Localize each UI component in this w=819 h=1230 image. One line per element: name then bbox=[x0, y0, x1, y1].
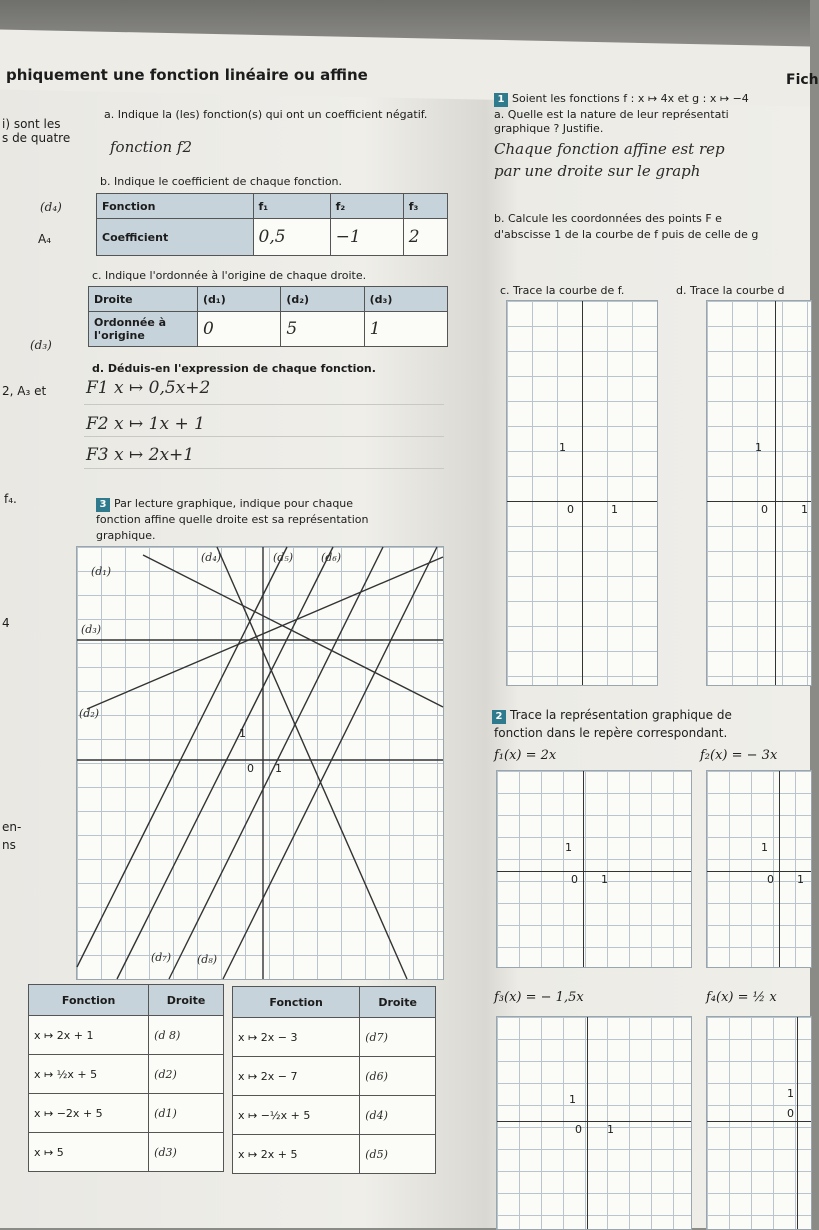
margin-text-4: f₄. bbox=[4, 492, 17, 506]
label-d8: (d₈) bbox=[197, 953, 218, 966]
ex3-left-fonction-header: Fonction bbox=[29, 985, 149, 1016]
graph-f3-tick-y: 1 bbox=[569, 1093, 576, 1106]
ex3-left-droite-header: Droite bbox=[149, 985, 224, 1016]
ex3-tick-one-y: 1 bbox=[239, 727, 246, 740]
label-d2: (d₂) bbox=[79, 707, 100, 720]
ordinate-table bbox=[88, 286, 448, 347]
right-answer-a-2: par une droite sur le graph bbox=[494, 162, 701, 180]
right-ex2-number: 2 bbox=[492, 710, 506, 724]
ex3-prompt-line2: fonction affine quelle droite est sa représentation bbox=[96, 513, 369, 526]
coefficient-table bbox=[96, 193, 448, 256]
ex3-right-fonction-header: Fonction bbox=[233, 987, 360, 1018]
graph-d-tick-x: 1 bbox=[801, 503, 808, 516]
ex3-left-d-2: (d2) bbox=[149, 1055, 224, 1094]
cell-droite-header: Droite bbox=[89, 287, 198, 312]
label-d7: (d₇) bbox=[151, 951, 172, 964]
graph-f1 bbox=[496, 770, 692, 968]
label-d5: (d₅) bbox=[273, 551, 294, 564]
right-question-d: d. Trace la courbe d bbox=[676, 284, 785, 297]
ex3-left-d-1: (d 8) bbox=[149, 1016, 224, 1055]
graph-c-tick-y: 1 bbox=[559, 441, 566, 454]
ex3-prompt-line3: graphique. bbox=[96, 529, 156, 542]
right-question-a-2: graphique ? Justifie. bbox=[494, 122, 604, 135]
graph-d-origin: 0 bbox=[761, 503, 768, 516]
ex3-right-d-1: (d7) bbox=[360, 1018, 436, 1057]
answer-f2: F2 x ↦ 1x + 1 bbox=[86, 414, 205, 434]
ex3-table-right bbox=[232, 986, 436, 1174]
graph-f4 bbox=[706, 1016, 812, 1230]
graph-c bbox=[506, 300, 658, 686]
label-f3: f₃(x) = − 1,5x bbox=[494, 990, 584, 1005]
graph-f3 bbox=[496, 1016, 692, 1230]
ex3-table-left bbox=[28, 984, 224, 1172]
margin-text-3: 2, A₃ et bbox=[2, 384, 47, 398]
label-d4: (d₄) bbox=[201, 551, 222, 564]
graph-f3-tick-x: 1 bbox=[607, 1123, 614, 1136]
ex3-left-fn-2: x ↦ ½x + 5 bbox=[29, 1055, 149, 1094]
right-question-b: b. Calcule les coordonnées des points F e bbox=[494, 212, 722, 225]
graph-f3-x-axis bbox=[497, 1121, 691, 1122]
graph-f1-y-axis bbox=[583, 771, 584, 967]
label-d1: (d₁) bbox=[91, 565, 112, 578]
cell-coef-f3: 2 bbox=[403, 219, 447, 256]
ex3-left-fn-3: x ↦ −2x + 5 bbox=[29, 1094, 149, 1133]
line-d4 bbox=[143, 555, 443, 707]
margin-label-a4: A₄ bbox=[38, 232, 52, 246]
right-question-a: a. Quelle est la nature de leur représentati bbox=[494, 108, 729, 121]
ex3-origin: 0 bbox=[247, 762, 254, 775]
question-c-prompt: c. Indique l'ordonnée à l'origine de chaque droite. bbox=[92, 269, 367, 282]
graph-f1-tick-x: 1 bbox=[601, 873, 608, 886]
question-a-prompt: a. Indique la (les) fonction(s) qui ont un coefficient négatif. bbox=[104, 108, 428, 121]
cell-d3-header: (d₃) bbox=[364, 287, 447, 312]
cell-coefficient-header: Coefficient bbox=[97, 219, 254, 256]
cell-coef-f1: 0,5 bbox=[253, 219, 330, 256]
answer-line-3 bbox=[84, 468, 444, 469]
label-f2: f₂(x) = − 3x bbox=[700, 748, 778, 763]
cell-ord-d1: 0 bbox=[198, 312, 281, 347]
graph-f2-x-axis bbox=[707, 871, 811, 872]
ex3-left-d-3: (d1) bbox=[149, 1094, 224, 1133]
graph-f3-y-axis bbox=[587, 1017, 588, 1229]
graph-f4-y-axis bbox=[797, 1017, 798, 1229]
ex3-right-d-4: (d5) bbox=[360, 1135, 436, 1174]
ex3-left-fn-1: x ↦ 2x + 1 bbox=[29, 1016, 149, 1055]
margin-text-6: en- bbox=[2, 820, 22, 834]
label-d6: (d₆) bbox=[321, 551, 342, 564]
line-d1 bbox=[217, 547, 407, 979]
cell-f2-header: f₂ bbox=[330, 194, 403, 219]
right-ex1-intro: 1 Soient les fonctions f : x ↦ 4x et g : x ↦ −4 bbox=[494, 92, 749, 107]
graph-f2-origin: 0 bbox=[767, 873, 774, 886]
graph-f1-tick-y: 1 bbox=[565, 841, 572, 854]
question-b-prompt: b. Indique le coefficient de chaque fonction. bbox=[100, 175, 343, 188]
cell-d2-header: (d₂) bbox=[281, 287, 364, 312]
graph-c-origin: 0 bbox=[567, 503, 574, 516]
cell-fonction-header: Fonction bbox=[97, 194, 254, 219]
sheet-label: Fich bbox=[786, 72, 819, 88]
ex3-right-d-2: (d6) bbox=[360, 1057, 436, 1096]
graph-f1-origin: 0 bbox=[571, 873, 578, 886]
cell-ord-d2: 5 bbox=[281, 312, 364, 347]
graph-f4-tick-y: 1 bbox=[787, 1087, 794, 1100]
ex3-graph bbox=[76, 546, 444, 980]
right-question-c: c. Trace la courbe de f. bbox=[500, 284, 625, 297]
graph-f2-tick-x: 1 bbox=[797, 873, 804, 886]
ex3-lines-svg bbox=[77, 547, 443, 979]
margin-text-1: i) sont les bbox=[2, 117, 61, 131]
ex3-right-fn-2: x ↦ 2x − 7 bbox=[233, 1057, 360, 1096]
ex3-tick-one-x: 1 bbox=[275, 762, 282, 775]
label-f1: f₁(x) = 2x bbox=[494, 748, 557, 763]
cell-f1-header: f₁ bbox=[253, 194, 330, 219]
ex3-right-fn-3: x ↦ −½x + 5 bbox=[233, 1096, 360, 1135]
graph-f2-tick-y: 1 bbox=[761, 841, 768, 854]
graph-f3-origin: 0 bbox=[575, 1123, 582, 1136]
margin-label-d3: (d₃) bbox=[30, 338, 52, 352]
cell-d1-header: (d₁) bbox=[198, 287, 281, 312]
margin-text-5: 4 bbox=[2, 616, 10, 630]
graph-d-y-axis bbox=[775, 301, 776, 685]
label-f4: f₄(x) = ½ x bbox=[706, 990, 777, 1005]
graph-f1-x-axis bbox=[497, 871, 691, 872]
page-title: phiquement une fonction linéaire ou affine bbox=[6, 66, 368, 84]
ex3-right-fn-1: x ↦ 2x − 3 bbox=[233, 1018, 360, 1057]
answer-f1: F1 x ↦ 0,5x+2 bbox=[86, 378, 211, 398]
line-d8 bbox=[117, 547, 333, 979]
ex3-right-droite-header: Droite bbox=[360, 987, 436, 1018]
graph-f2 bbox=[706, 770, 812, 968]
graph-f2-y-axis bbox=[779, 771, 780, 967]
question-a-answer: fonction f2 bbox=[110, 138, 193, 156]
cell-f3-header: f₃ bbox=[403, 194, 447, 219]
right-ex2-prompt-2: fonction dans le repère correspondant. bbox=[494, 726, 728, 740]
ex3-right-fn-4: x ↦ 2x + 5 bbox=[233, 1135, 360, 1174]
graph-c-tick-x: 1 bbox=[611, 503, 618, 516]
right-question-b-2: d'abscisse 1 de la courbe de f puis de celle de g bbox=[494, 228, 759, 241]
ex3-number: 3 bbox=[96, 498, 110, 512]
graph-d-tick-y: 1 bbox=[755, 441, 762, 454]
graph-d bbox=[706, 300, 812, 686]
right-ex2-prompt: 2 Trace la représentation graphique de bbox=[492, 708, 732, 724]
line-d2 bbox=[87, 557, 443, 709]
answer-line-1 bbox=[84, 404, 444, 405]
question-d-prompt: d. Déduis-en l'expression de chaque fonction. bbox=[92, 362, 376, 375]
cell-ord-d3: 1 bbox=[364, 312, 447, 347]
margin-text-7: ns bbox=[2, 838, 16, 852]
right-ex1-number: 1 bbox=[494, 93, 508, 107]
ex3-left-fn-4: x ↦ 5 bbox=[29, 1133, 149, 1172]
ex3-right-d-3: (d4) bbox=[360, 1096, 436, 1135]
ex3-prompt-line1: 3 Par lecture graphique, indique pour chaque bbox=[96, 497, 353, 512]
graph-c-y-axis bbox=[582, 301, 583, 685]
answer-line-2 bbox=[84, 436, 444, 437]
graph-f4-origin: 0 bbox=[787, 1107, 794, 1120]
answer-f3: F3 x ↦ 2x+1 bbox=[86, 445, 195, 465]
graph-d-x-axis bbox=[707, 501, 811, 502]
graph-f4-x-axis bbox=[707, 1121, 811, 1122]
line-d5 bbox=[77, 547, 287, 967]
ex3-left-d-4: (d3) bbox=[149, 1133, 224, 1172]
cell-ordonnee-header: Ordonnée à l'origine bbox=[89, 312, 198, 347]
cell-coef-f2: −1 bbox=[330, 219, 403, 256]
margin-label-d4: (d₄) bbox=[40, 200, 62, 214]
right-answer-a: Chaque fonction affine est rep bbox=[494, 140, 725, 158]
label-d3: (d₃) bbox=[81, 623, 102, 636]
margin-text-2: s de quatre bbox=[2, 131, 71, 145]
